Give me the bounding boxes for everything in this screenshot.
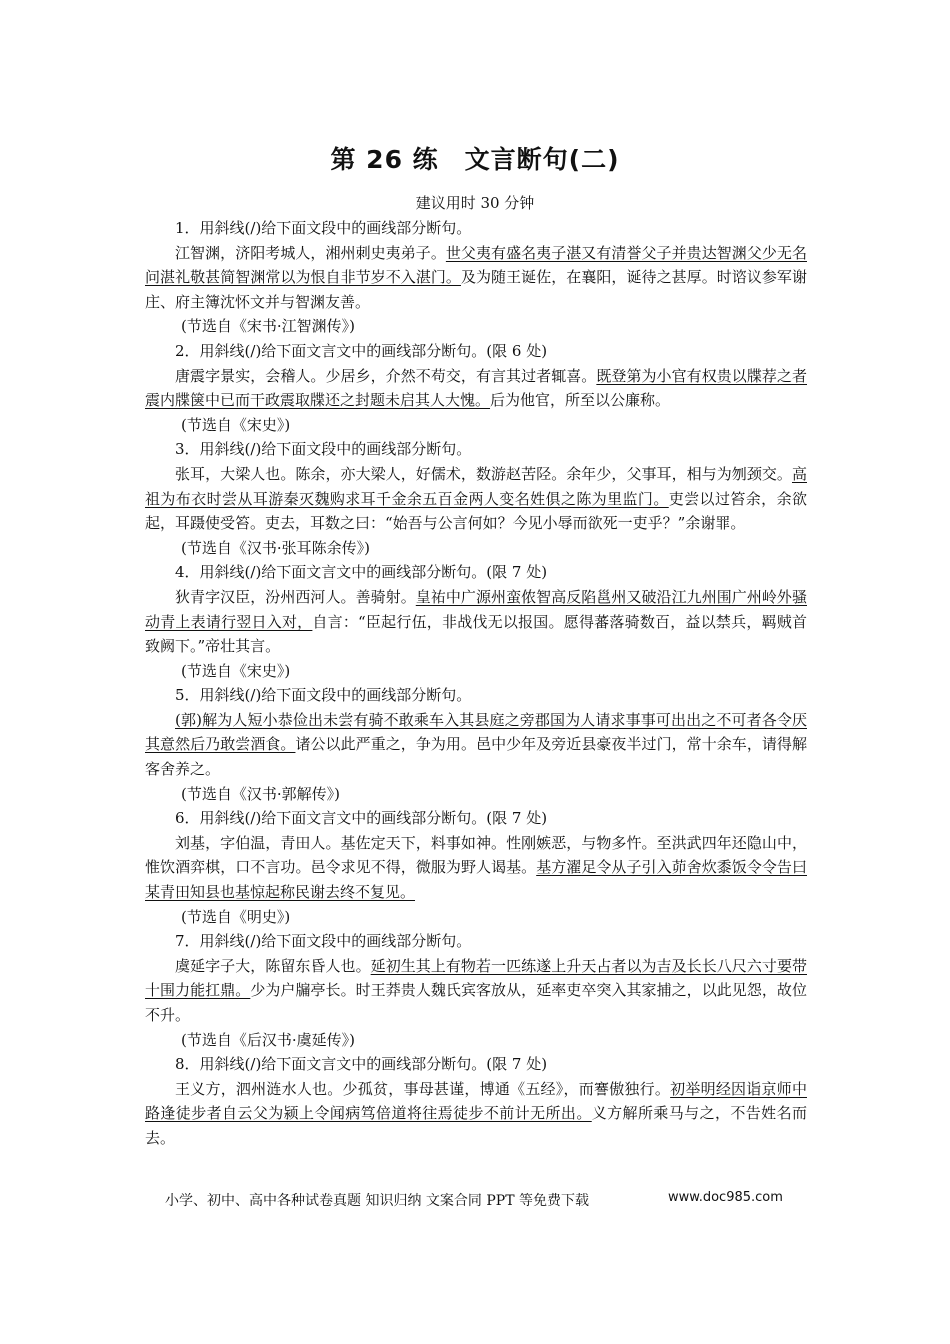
underlined-passage: (郭)解为人短小恭俭出未尝有骑不敢乘车入其县庭之旁郡国为人请求事事可出出之不可者各令厌其意然后乃敢尝酒食。 xyxy=(145,710,807,754)
passage xyxy=(145,241,807,315)
passage-post: 少为户牖亭长。时王莽贵人魏氏宾客放从，延率吏卒突入其家捕之，以此见怨，故位不升。 xyxy=(145,981,807,1024)
page-title: 第 26 练 文言断句(二) xyxy=(330,145,620,174)
underlined-passage: 既登第为小官有权贵以牒荐之者震内牒箧中已而干政震取牒还之封题未启其人大愧。 xyxy=(145,366,807,410)
passage-post: 及为随王诞佐，在襄阳，诞待之甚厚。时谘议参军谢庄、府主簿沈怀文并与智渊友善。 xyxy=(145,268,807,311)
question-text: 1．用斜线(/)给下面文段中的画线部分断句。 xyxy=(175,219,472,237)
page-footer xyxy=(0,1190,950,1212)
underlined-passage: 初举明经因诣京师中路逢徒步者自云父为颍上令闻病笃倍道将往焉徒步不前计无所出。 xyxy=(145,1079,807,1123)
passage xyxy=(145,1077,807,1151)
exercise-item-3 xyxy=(145,437,807,560)
exercise-item-4 xyxy=(145,560,807,683)
passage xyxy=(145,831,807,905)
footer-text: 小学、初中、高中各种试卷真题 知识归纳 文案合同 PPT 等免费下载 xyxy=(165,1193,589,1209)
question-text: 5．用斜线(/)给下面文段中的画线部分断句。 xyxy=(175,686,472,705)
passage-pre: 刘基，字伯温，青田人。基佐定天下，料事如神。性刚嫉恶，与物多忤。至洪武四年还隐山中，惟饮酒弈棋，口不言功。邑令求见不得，微服为野人谒基。 xyxy=(145,833,807,877)
source-citation: (节选自《宋书·江智渊传》) xyxy=(181,317,355,336)
underlined-passage: 皇祐中广源州蛮侬智高反陷邕州又破沿江九州围广州岭外骚动青上表请行翌日入对， xyxy=(145,587,807,631)
footer-url[interactable]: www.doc985.com xyxy=(668,1190,783,1205)
source-citation: (节选自《宋史》) xyxy=(181,415,291,434)
passage xyxy=(145,954,807,1028)
passage xyxy=(145,708,807,782)
source-citation: (节选自《后汉书·虞延传》) xyxy=(181,1030,355,1049)
passage-pre: 张耳，大梁人也。陈余，亦大梁人，好儒术，数游赵苦陉。余年少，父事耳，相与为刎颈交。 xyxy=(175,464,792,483)
passage-post: 诸公以此严重之，争为用。邑中少年及旁近县豪夜半过门，常十余车，请得解客舍养之。 xyxy=(145,735,807,779)
passage-post: 吏尝以过笞余，余欲起，耳蹑使受笞。吏去，耳数之曰：“始吾与公言何如？今见小辱而欲死一吏乎？”余谢罪。 xyxy=(145,489,807,533)
exercise-item-5 xyxy=(145,683,807,806)
source-citation: (节选自《汉书·张耳陈余传》) xyxy=(181,538,370,557)
exercise-list xyxy=(145,216,807,1151)
question-text: 8．用斜线(/)给下面文言文中的画线部分断句。(限 7 处) xyxy=(175,1055,548,1074)
underlined-passage: 世父夷有盛名夷子湛又有清誉父子并贵达智渊父少无名问湛礼敬甚简智渊常以为恨自非节岁不入湛门。 xyxy=(145,243,807,287)
passage-post: 后为他官，所至以公廉称。 xyxy=(490,391,671,410)
passage-pre: 王义方，泗州涟水人也。少孤贫，事母甚谨，博通《五经》，而謇傲独行。 xyxy=(175,1079,671,1098)
exercise-item-8 xyxy=(145,1052,807,1150)
source-citation: (节选自《明史》) xyxy=(181,907,291,926)
passage-pre: 虞延字子大，陈留东昏人也。 xyxy=(175,956,371,975)
passage-post: 自言：“臣起行伍，非战伐无以报国。愿得蕃落骑数百，益以禁兵，羁贼首致阙下。”帝壮其言。 xyxy=(145,612,807,656)
time-suggestion: 建议用时 30 分钟 xyxy=(415,194,535,212)
passage-pre: 唐震字景实，会稽人。少居乡，介然不苟交，有言其过者辄喜。 xyxy=(175,366,597,385)
question-text: 2．用斜线(/)给下面文言文中的画线部分断句。(限 6 处) xyxy=(175,341,548,360)
underlined-passage: 延初生其上有物若一匹练遂上升天占者以为吉及长长八尺六寸要带十围力能扛鼎。 xyxy=(145,956,807,1000)
source-citation: (节选自《汉书·郭解传》) xyxy=(181,784,340,803)
passage-pre: 江智渊，济阳考城人，湘州刺史夷弟子。 xyxy=(175,243,446,262)
question-text: 6．用斜线(/)给下面文言文中的画线部分断句。(限 7 处) xyxy=(175,809,548,828)
passage xyxy=(145,462,807,536)
exercise-item-2 xyxy=(145,339,807,437)
exercise-item-6 xyxy=(145,806,807,929)
question-text: 4．用斜线(/)给下面文言文中的画线部分断句。(限 7 处) xyxy=(175,563,548,582)
question-text: 3．用斜线(/)给下面文段中的画线部分断句。 xyxy=(175,440,472,459)
question-text: 7．用斜线(/)给下面文段中的画线部分断句。 xyxy=(175,932,472,951)
underlined-passage: 基方濯足令从子引入茆舍炊黍饭令令告曰某青田知县也基惊起称民谢去终不复见。 xyxy=(145,858,807,902)
exercise-item-1 xyxy=(145,216,807,339)
passage-pre: 狄青字汉臣，汾州西河人。善骑射。 xyxy=(175,587,416,606)
passage xyxy=(145,585,807,659)
exercise-item-7 xyxy=(145,929,807,1052)
passage-post: 义方解所乘马与之，不告姓名而去。 xyxy=(145,1104,807,1147)
source-citation: (节选自《宋史》) xyxy=(181,661,291,680)
passage xyxy=(145,364,807,413)
underlined-passage: 高祖为布衣时尝从耳游秦灭魏购求耳千金余五百金两人变名姓俱之陈为里监门。 xyxy=(145,464,807,508)
